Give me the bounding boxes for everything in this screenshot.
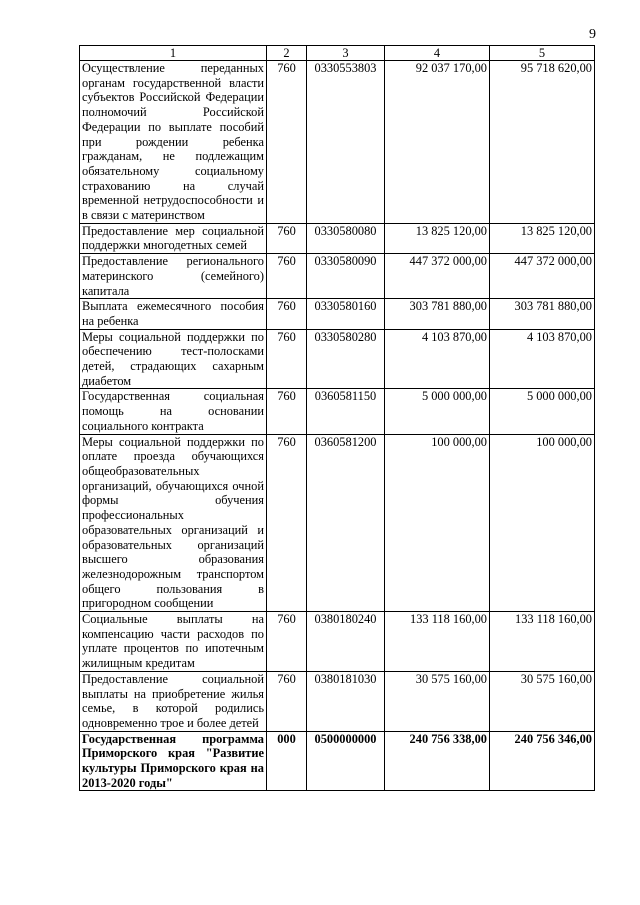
row-description: Выплата ежемесячного пособия на ребенка bbox=[80, 299, 267, 329]
row-amount-year2: 100 000,00 bbox=[490, 434, 595, 611]
budget-table bbox=[79, 45, 595, 791]
table-header-row bbox=[80, 46, 595, 61]
row-code: 760 bbox=[267, 61, 307, 224]
table-row bbox=[80, 671, 595, 731]
row-amount-year2: 30 575 160,00 bbox=[490, 671, 595, 731]
row-description: Осуществление переданных органам государственной власти субъектов Российской Федерации полномочий Российской Федерации по выплате пособий при рождении ребенка гражданам, не подлежащим обязательному социальному страхованию на случай временной нетрудоспособности и в связи с материнством bbox=[80, 61, 267, 224]
col-header-3: 3 bbox=[307, 46, 385, 61]
row-code: 760 bbox=[267, 299, 307, 329]
row-article: 0330553803 bbox=[307, 61, 385, 224]
row-code: 760 bbox=[267, 671, 307, 731]
table-row bbox=[80, 254, 595, 299]
row-description: Социальные выплаты на компенсацию части расходов по уплате процентов по ипотечным жилищным кредитам bbox=[80, 612, 267, 672]
row-description: Меры социальной поддержки по оплате проезда обучающихся общеобразовательных организаций, обучающихся очной формы обучения профессиональных образовательных организаций и образовательных организаций высшего образования железнодорожным транспортом общего пользования в пригородном сообщении bbox=[80, 434, 267, 611]
row-description: Государственная программа Приморского края "Развитие культуры Приморского края на 2013-2020 годы" bbox=[80, 731, 267, 791]
row-amount-year1: 13 825 120,00 bbox=[385, 223, 490, 253]
row-amount-year2: 447 372 000,00 bbox=[490, 254, 595, 299]
row-code: 760 bbox=[267, 329, 307, 389]
row-amount-year2: 95 718 620,00 bbox=[490, 61, 595, 224]
page-number: 9 bbox=[589, 27, 596, 42]
row-description: Государственная социальная помощь на основании социального контракта bbox=[80, 389, 267, 434]
row-amount-year1: 133 118 160,00 bbox=[385, 612, 490, 672]
row-description: Предоставление социальной выплаты на приобретение жилья семье, в которой родились одновременно трое и более детей bbox=[80, 671, 267, 731]
col-header-5: 5 bbox=[490, 46, 595, 61]
row-article: 0500000000 bbox=[307, 731, 385, 791]
row-description: Меры социальной поддержки по обеспечению тест-полосками детей, страдающих сахарным диабетом bbox=[80, 329, 267, 389]
row-article: 0330580280 bbox=[307, 329, 385, 389]
row-code: 000 bbox=[267, 731, 307, 791]
row-code: 760 bbox=[267, 434, 307, 611]
table-row bbox=[80, 299, 595, 329]
row-code: 760 bbox=[267, 612, 307, 672]
row-amount-year2: 5 000 000,00 bbox=[490, 389, 595, 434]
row-article: 0330580090 bbox=[307, 254, 385, 299]
row-amount-year2: 240 756 346,00 bbox=[490, 731, 595, 791]
row-amount-year1: 240 756 338,00 bbox=[385, 731, 490, 791]
row-amount-year1: 92 037 170,00 bbox=[385, 61, 490, 224]
table-row bbox=[80, 434, 595, 611]
row-amount-year1: 4 103 870,00 bbox=[385, 329, 490, 389]
row-amount-year2: 133 118 160,00 bbox=[490, 612, 595, 672]
row-article: 0360581200 bbox=[307, 434, 385, 611]
row-article: 0380180240 bbox=[307, 612, 385, 672]
row-article: 0330580160 bbox=[307, 299, 385, 329]
row-amount-year2: 4 103 870,00 bbox=[490, 329, 595, 389]
table-row bbox=[80, 223, 595, 253]
row-amount-year1: 100 000,00 bbox=[385, 434, 490, 611]
row-article: 0380181030 bbox=[307, 671, 385, 731]
table-row bbox=[80, 731, 595, 791]
table-row bbox=[80, 61, 595, 224]
table-row bbox=[80, 612, 595, 672]
row-code: 760 bbox=[267, 223, 307, 253]
table-row bbox=[80, 389, 595, 434]
row-article: 0330580080 bbox=[307, 223, 385, 253]
table-row bbox=[80, 329, 595, 389]
col-header-2: 2 bbox=[267, 46, 307, 61]
row-amount-year2: 13 825 120,00 bbox=[490, 223, 595, 253]
row-code: 760 bbox=[267, 254, 307, 299]
row-code: 760 bbox=[267, 389, 307, 434]
row-amount-year1: 5 000 000,00 bbox=[385, 389, 490, 434]
row-amount-year1: 303 781 880,00 bbox=[385, 299, 490, 329]
row-description: Предоставление регионального материнского (семейного) капитала bbox=[80, 254, 267, 299]
row-amount-year1: 30 575 160,00 bbox=[385, 671, 490, 731]
row-article: 0360581150 bbox=[307, 389, 385, 434]
row-amount-year2: 303 781 880,00 bbox=[490, 299, 595, 329]
row-amount-year1: 447 372 000,00 bbox=[385, 254, 490, 299]
col-header-4: 4 bbox=[385, 46, 490, 61]
col-header-1: 1 bbox=[80, 46, 267, 61]
row-description: Предоставление мер социальной поддержки многодетных семей bbox=[80, 223, 267, 253]
